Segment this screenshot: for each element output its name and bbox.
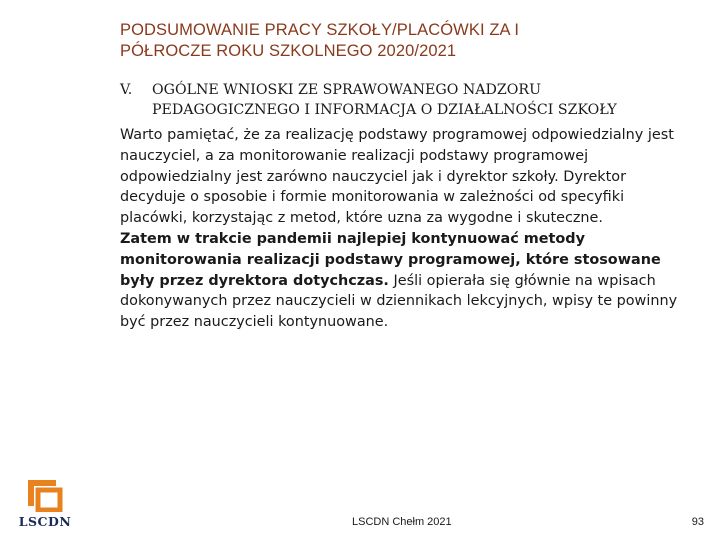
slide-title-line1: PODSUMOWANIE PRACY SZKOŁY/PLACÓWKI ZA I: [120, 21, 520, 39]
section-heading-line1: OGÓLNE WNIOSKI ZE SPRAWOWANEGO NADZORU: [152, 82, 542, 98]
lscdn-logo-text: LSCDN: [18, 514, 72, 529]
section-heading-line2: PEDAGOGICZNEGO I INFORMACJA O DZIAŁALNOŚCI SZKOŁY: [152, 102, 617, 118]
paragraph-2: [120, 229, 695, 333]
section-heading: [120, 80, 700, 120]
paragraph-1: Warto pamiętać, że za realizację podstawy programowej odpowiedzialny jest nauczyciel, a za monitorowanie realizacji podstawy programowej odpowiedzialny jest zarówno nauczyciel jak i dyrektor szkoły. Dyrektor decyduje o sposobie i formie monitorowania w zależności od specyfiki placówki, korzystając z metod, które uzna za wygodne i skuteczne.: [120, 127, 674, 227]
paragraph-2-rest: Jeśli opierała się głównie na wpisach dokonywanych przez nauczycieli w dziennikach lekcyjnych, wpisy te powinny być przez nauczycieli kontynuowane.: [120, 272, 678, 331]
slide-title-line2: PÓŁROCZE ROKU SZKOLNEGO 2020/2021: [120, 42, 457, 60]
lscdn-logo: [6, 472, 81, 536]
section-number: V.: [120, 82, 133, 98]
paragraph-2-bold: Zatem w trakcie pandemii najlepiej kontynuować metody monitorowania realizacji podstawy programowej, które stosowane były przez dyrektora dotychczas.: [120, 230, 661, 289]
footer-center-text: LSCDN Chełm 2021: [352, 516, 452, 528]
section-heading-first-line: [120, 80, 700, 100]
slide-title: [120, 20, 680, 62]
page-number: 93: [691, 516, 704, 528]
lscdn-logo-icon: [24, 478, 64, 512]
slide-content: [120, 125, 695, 333]
